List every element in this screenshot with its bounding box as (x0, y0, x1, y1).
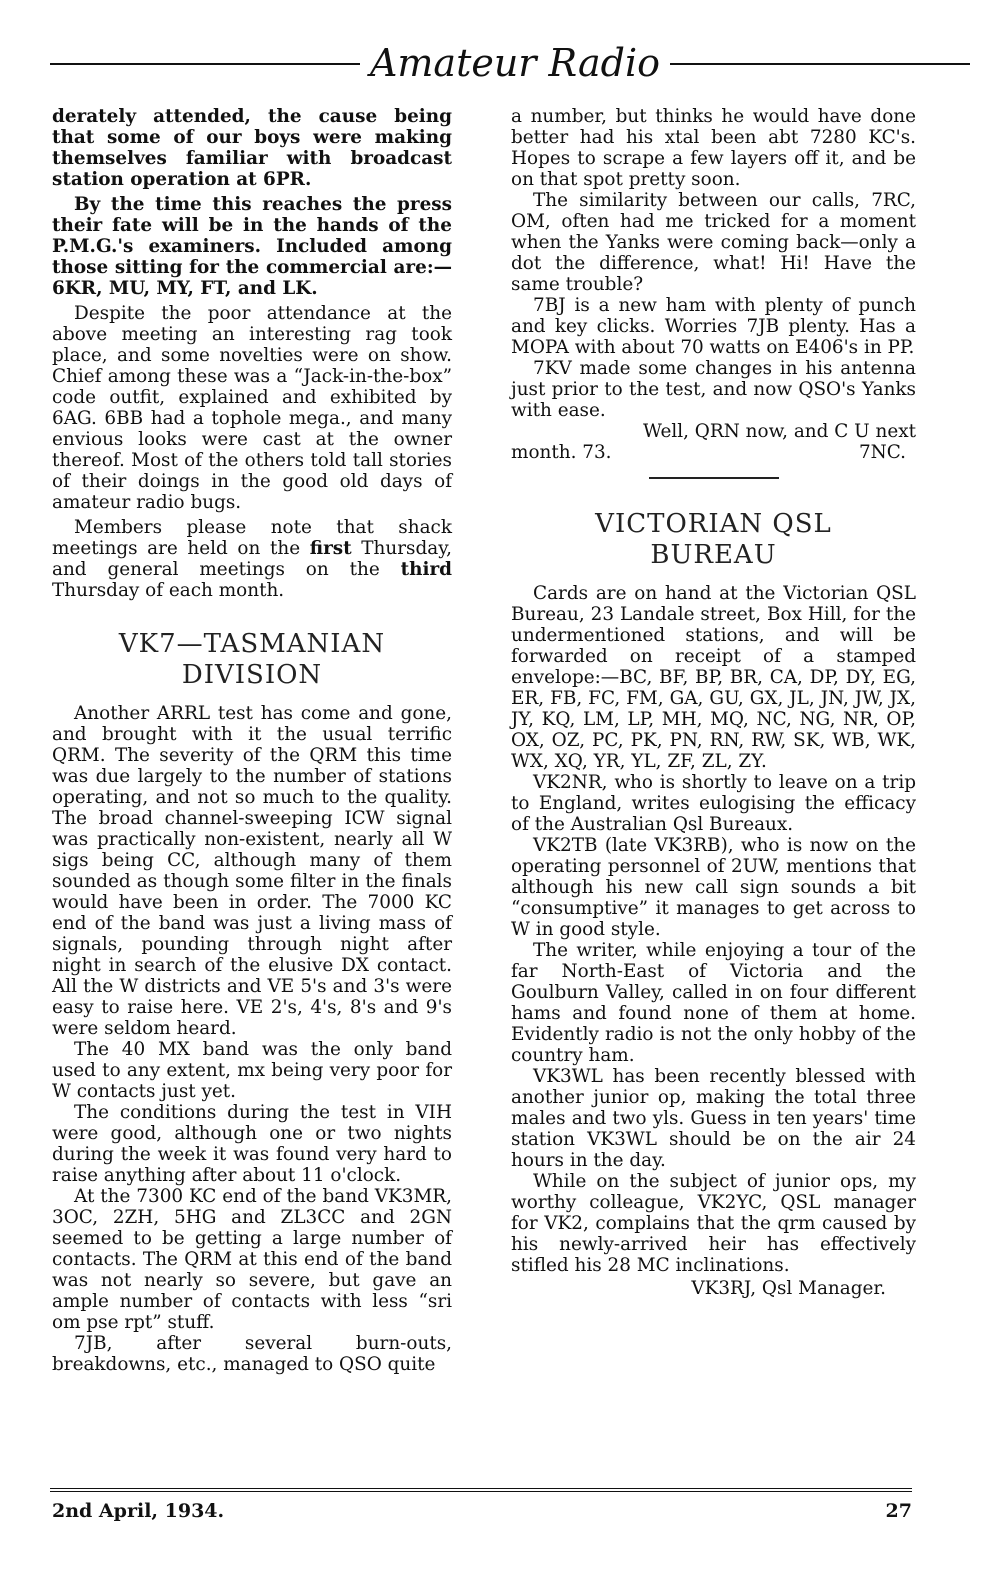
paragraph: At the 7300 KC end of the band VK3MR, 3OC, 2ZH, 5HG and ZL3CC and 2GN seemed to be getting a large number of contacts. The QRM at this end of the band was not nearly so severe, but gave an ample number of contacts with less “sri om pse rpt” stuff. (52, 1186, 452, 1333)
right-column (511, 106, 916, 1299)
signature: VK3RJ, Qsl Manager. (691, 1278, 886, 1299)
paragraph: 7KV made some changes in his antenna just prior to the test, and now QSO's Yanks with ease. (511, 358, 916, 421)
paragraph: a number, but thinks he would have done better had his xtal been abt 7280 KC's. Hopes to scrape a few layers off it, and be on that spot pretty soon. (511, 106, 916, 190)
signoff-text: month. 73. (511, 442, 612, 463)
paragraph: Cards are on hand at the Victorian QSL Bureau, 23 Landale street, Box Hill, for the undermentioned stations, and will be forwarded on receipt of a stamped envelope:—BC, BF, BP, BR, CA, DP, DY, EG, ER, FB, FC, FM, GA, GU, GX, JL, JN, JW, JX, JY, KQ, LM, LP, MH, MQ, NC, NG, NR, OP, OX, OZ, PC, PK, PN, RN, RW, SK, WB, WK, WX, XQ, YR, YL, ZF, ZL, ZY. (511, 583, 916, 772)
issue-date: 2nd April, 1934. (52, 1500, 225, 1522)
masthead (50, 38, 970, 88)
paragraph: While on the subject of junior ops, my worthy colleague, VK2YC, QSL manager for VK2, complains that the qrm caused by his newly-arrived heir has effectively stifled his 28 MC inclinations. (511, 1171, 916, 1276)
heading-line: BUREAU (650, 540, 777, 570)
masthead-rule-left (50, 63, 360, 65)
paragraph: 7JB, after several burn-outs, breakdowns, etc., managed to QSO quite (52, 1333, 452, 1375)
paragraph: Despite the poor attendance at the above meeting an interesting rag took place, and some novelties were on show. Chief among these was a “Jack-in-the-box” code outfit, explained and exhibited by 6AG. 6BB had a tophole mega., and many envious looks were cast at the owner thereof. Most of the others told tall stories of their doings in the good old days of amateur radio bugs. (52, 303, 452, 513)
section-heading-tasmanian (52, 629, 452, 691)
paragraph: VK3WL has been recently blessed with another junior op, making the total three males and two yls. Guess in ten years' time station VK3WL should be on the air 24 hours in the day. (511, 1066, 916, 1171)
paragraph: By the time this reaches the press their fate will be in the hands of the P.M.G.'s examiners. Included among those sitting for the commercial are:— 6KR, MU, MY, FT, and LK. (52, 194, 452, 299)
paragraph: The similarity between our calls, 7RC, OM, often had me tricked for a moment when the Yanks were coming back—only a dot the difference, what! Hi! Have the same trouble? (511, 190, 916, 295)
paragraph: The conditions during the test in VIH were good, although one or two nights during the week it was found very hard to raise anything after about 11 o'clock. (52, 1102, 452, 1186)
masthead-rule-right (670, 63, 970, 65)
paragraph: VK2TB (late VK3RB), who is now on the operating personnel of 2UW, mentions that although his new call sign sounds a bit “consumptive” it manages to get across to W in good style. (511, 835, 916, 940)
section-heading-victorian-qsl (511, 509, 916, 571)
emphasis: first (309, 538, 352, 559)
heading-line: VK7—TASMANIAN (118, 629, 386, 659)
paragraph: VK2NR, who is shortly to leave on a trip to England, writes eulogising the efficacy of the Australian Qsl Bureaux. (511, 772, 916, 835)
paragraph: Well, QRN now, and C U next (643, 421, 916, 442)
signoff-callsign: 7NC. (858, 442, 906, 463)
signoff (511, 442, 916, 463)
section-divider (649, 477, 779, 479)
page-number: 27 (885, 1500, 912, 1522)
paragraph: The writer, while enjoying a tour of the far North-East of Victoria and the Goulburn Valley, called in on four different hams and found none of them at home. Evidently radio is not the only hobby of the country ham. (511, 940, 916, 1066)
paragraph: derately attended, the cause being that some of our boys were making themselves familiar with broadcast station operation at 6PR. (52, 106, 452, 190)
paragraph: Another ARRL test has come and gone, and brought with it the usual terrific QRM. The severity of the QRM this time was due largely to the number of stations operating, and not so much to the quality. The broad channel-sweeping ICW signal was practically non-existent, nearly all W sigs being CC, although many of them sounded as though some filter in the finals would have been in order. The 7000 KC end of the band was just a living mass of signals, pounding through night after night in search of the elusive DX contact. All the W districts and VE 5's and 3's were easy to raise here. VE 2's, 4's, 8's and 9's were seldom heard. (52, 703, 452, 1039)
emphasis: third (400, 559, 452, 580)
heading-line: DIVISION (181, 660, 323, 690)
footer-rule (50, 1488, 912, 1492)
paragraph (52, 517, 452, 601)
text-run: Thursday of each month. (52, 580, 285, 601)
text-run: Thursday, and general meetings on the (52, 538, 452, 580)
paragraph: 7BJ is a new ham with plenty of punch and key clicks. Worries 7JB plenty. Has a MOPA with about 70 watts on E406's in PP. (511, 295, 916, 358)
paragraph: The 40 MX band was the only band used to any extent, mx being very poor for W contacts just yet. (52, 1039, 452, 1102)
heading-line: VICTORIAN QSL (595, 509, 832, 539)
text-run: Members please note that shack meetings are held on the (52, 517, 452, 559)
left-column (52, 106, 452, 1375)
masthead-title: Amateur Radio (369, 41, 661, 85)
